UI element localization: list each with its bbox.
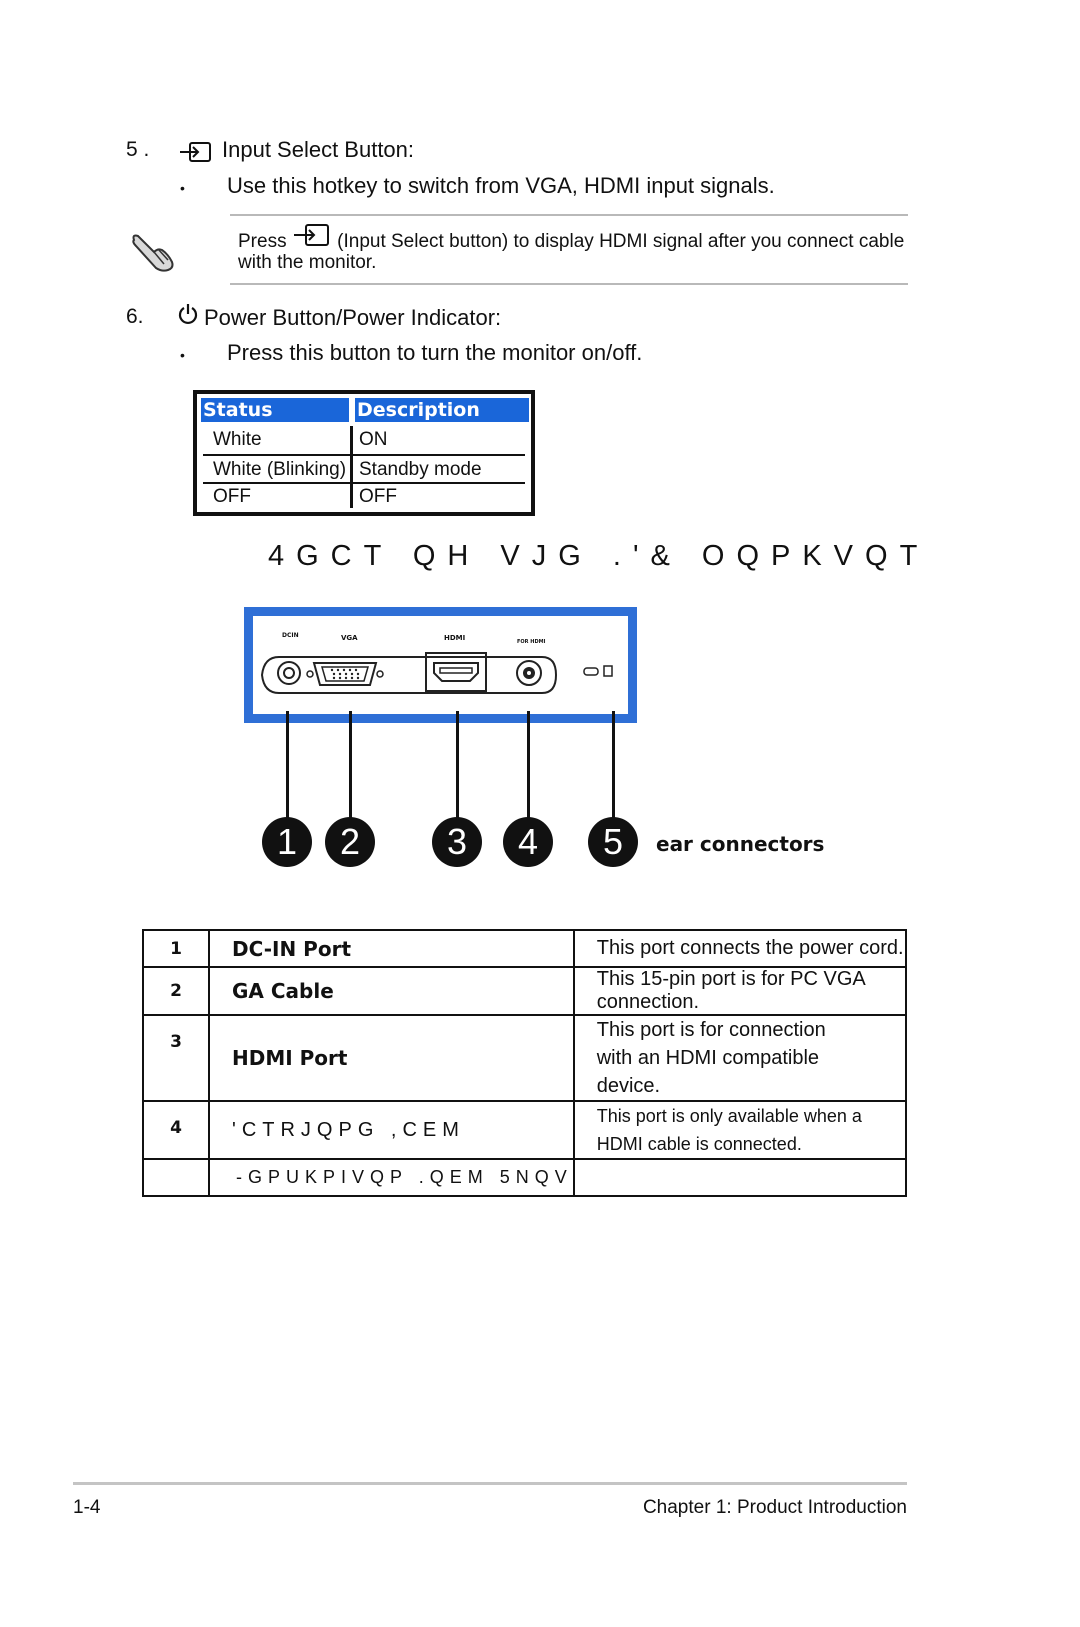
rear-connectors-caption: ear connectors [656,832,825,856]
table-row [143,1159,906,1196]
port-label-vga: VGA [341,634,358,642]
port-num [143,930,209,967]
status-table [193,390,535,516]
note-bottom-rule [230,283,908,285]
status-row [203,484,525,508]
input-select-icon [292,223,332,247]
callout-number: 4 [517,821,539,862]
rear-connector-diagram [244,607,637,723]
port-desc [574,1101,906,1159]
callout-number: 5 [602,821,624,862]
callout-4 [503,817,553,867]
callout-number: 3 [446,821,468,862]
item5-number: 5 . [126,138,150,161]
port-desc [574,967,906,1015]
status-header-description: Description [355,398,529,422]
note-prefix: Press [238,231,287,252]
port-label-for-hdmi: FOR HDMI [517,639,546,645]
status-cell: White [213,429,262,450]
port-label-hdmi: HDMI [444,634,466,642]
port-num-text: 2 [170,981,182,1001]
table-row [143,930,906,967]
chapter-title: Chapter 1: Product Introduction [642,1497,907,1518]
port-desc-text: This 15-pin port is for PC VGA connection. [596,968,865,1013]
description-cell: OFF [359,486,397,507]
footer-rule [73,1482,907,1485]
port-num [143,1159,209,1196]
port-num-text: 1 [170,938,182,959]
port-name-text: DC-IN Port [232,936,352,961]
power-icon [177,303,199,325]
port-name-text: 'CTRJQPG ,CEM [232,1118,465,1141]
port-desc-text: This port is only available when a HDMI cable is connected. [596,1106,862,1154]
description-cell: Standby mode [359,459,482,480]
port-num [143,967,209,1015]
rear-view-heading: 4GCT QH VJG .'& OQPKVQT [268,540,930,572]
port-desc [574,930,906,967]
status-cell: White (Blinking) [213,459,347,480]
port-name [209,1159,574,1196]
callout-5 [588,817,638,867]
port-name [209,930,574,967]
port-name-text: -GPUKPIVQP .QEM 5NQV [236,1167,573,1187]
callout-line [456,711,459,819]
item6-number: 6. [126,305,144,328]
note-suffix: (Input Select button) to display HDMI signal after you connect cable [337,231,905,252]
table-row [143,1101,906,1159]
port-num-text: 3 [170,1032,182,1052]
port-name [209,1015,574,1101]
port-num [143,1015,209,1101]
callout-number: 1 [276,821,298,862]
callout-number: 2 [339,821,361,862]
input-select-icon [178,140,214,164]
port-label-dcin: DCIN [282,632,299,639]
status-header-row [201,398,527,422]
description-cell: ON [359,429,388,450]
port-name [209,1101,574,1159]
status-header-status: Status [201,398,349,422]
port-desc-text: This port is for connection with an HDMI compatible device. [596,1019,826,1097]
port-name [209,967,574,1015]
port-num [143,1101,209,1159]
note-top-rule [230,214,908,216]
callout-line [349,711,352,819]
callout-3 [432,817,482,867]
callout-1 [262,817,312,867]
table-row [143,1015,906,1101]
port-name-text: GA Cable [232,979,334,1003]
note-line2: with the monitor. [238,252,377,273]
port-name-text: HDMI Port [232,1046,348,1070]
bullet-marker: • [180,347,185,363]
item6-heading: Power Button/Power Indicator: [204,305,502,330]
port-num-text: 4 [170,1118,182,1138]
port-table [142,929,907,1197]
page-number: 1-4 [73,1497,101,1518]
hand-note-icon [128,230,178,274]
bullet-marker: • [180,180,185,196]
callout-line [612,711,615,819]
callout-2 [325,817,375,867]
table-row [143,967,906,1015]
status-row [203,426,525,456]
status-cell: OFF [213,486,251,507]
item6-bullet: Press this button to turn the monitor on/off. [227,340,643,365]
item5-heading: Input Select Button: [222,137,415,162]
callout-line [527,711,530,819]
port-desc-text: This port connects the power cord. [596,937,904,959]
status-row [203,456,525,484]
port-desc [574,1015,906,1101]
item5-bullet: Use this hotkey to switch from VGA, HDMI input signals. [227,173,775,198]
port-desc [574,1159,906,1196]
callout-line [286,711,289,819]
